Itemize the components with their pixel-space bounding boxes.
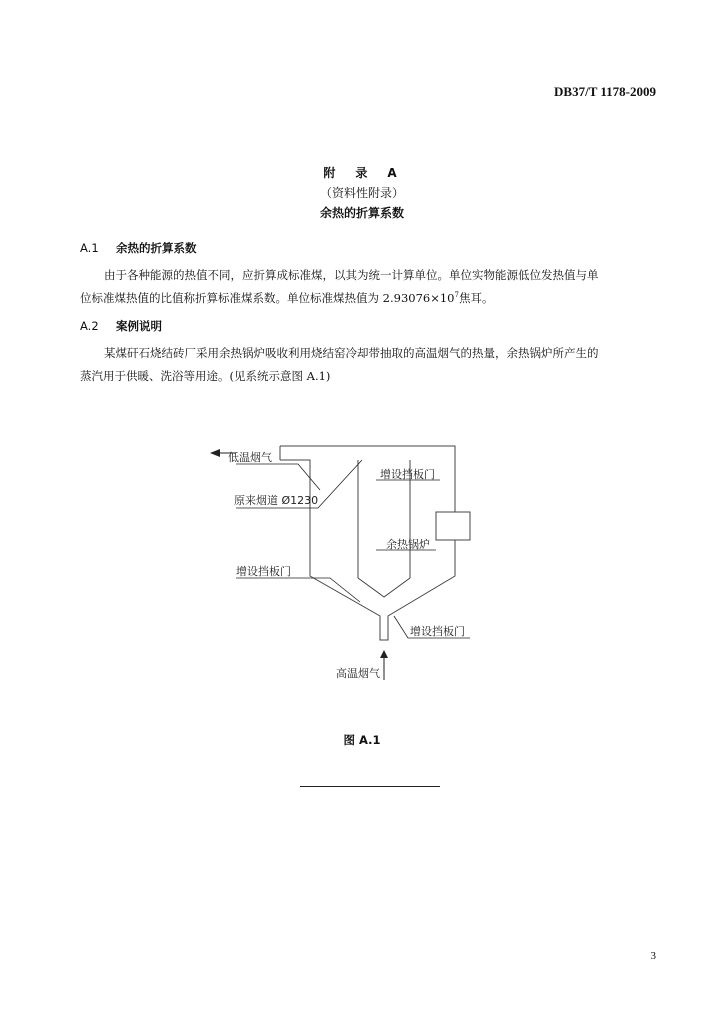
leader-line <box>236 578 360 602</box>
label-original-flue: 原来烟道 Ø1230 <box>234 494 319 507</box>
paragraph-text: 蒸汽用于供暖、洗浴等用途。(见系统示意图 A.1) <box>80 369 331 383</box>
paragraph-text: 某煤矸石烧结砖厂采用余热锅炉吸收利用烧结窑冷却带抽取的高温烟气的热量，余热锅炉所产生的 <box>104 346 599 360</box>
label-added-damper-bottom: 增设挡板门 <box>410 625 465 638</box>
arrow-left-icon <box>210 449 220 457</box>
end-rule <box>300 786 440 787</box>
label-low-temp-gas: 低温烟气 <box>228 451 272 464</box>
label-added-damper-top: 增设挡板门 <box>380 468 435 481</box>
paragraph-text: 由于各种能源的热值不同，应折算成标准煤，以其为统一计算单位。单位实物能源低位发热值与单 <box>104 268 599 282</box>
paragraph-text: 位标准煤热值的比值称折算标准煤系数。单位标准煤热值为 2.93076×10 <box>80 291 455 305</box>
leader-line <box>236 464 320 490</box>
appendix-title: 附 录 A <box>323 166 401 180</box>
appendix-subtitle: 余热的折算系数 <box>319 206 404 220</box>
arrow-up-icon <box>380 650 388 658</box>
flue-duct-outline <box>280 446 470 640</box>
section-number: A.2 <box>80 319 99 333</box>
figure-caption: 图 A.1 <box>343 733 381 747</box>
section-title: 余热的折算系数 <box>116 241 197 255</box>
page-number: 3 <box>650 950 656 962</box>
appendix-type: （资料性附录） <box>319 186 404 200</box>
section-title: 案例说明 <box>116 319 162 333</box>
standard-number: DB37/T 1178-2009 <box>554 84 656 99</box>
exponent: 7 <box>454 291 459 300</box>
label-waste-heat-boiler: 余热锅炉 <box>386 538 430 551</box>
label-high-temp-gas: 高温烟气 <box>336 667 380 680</box>
label-added-damper-left: 增设挡板门 <box>236 565 291 578</box>
paragraph-text: 焦耳。 <box>458 291 494 305</box>
inlet-arrow <box>380 650 388 680</box>
section-number: A.1 <box>80 241 99 255</box>
boiler-box <box>436 512 470 540</box>
